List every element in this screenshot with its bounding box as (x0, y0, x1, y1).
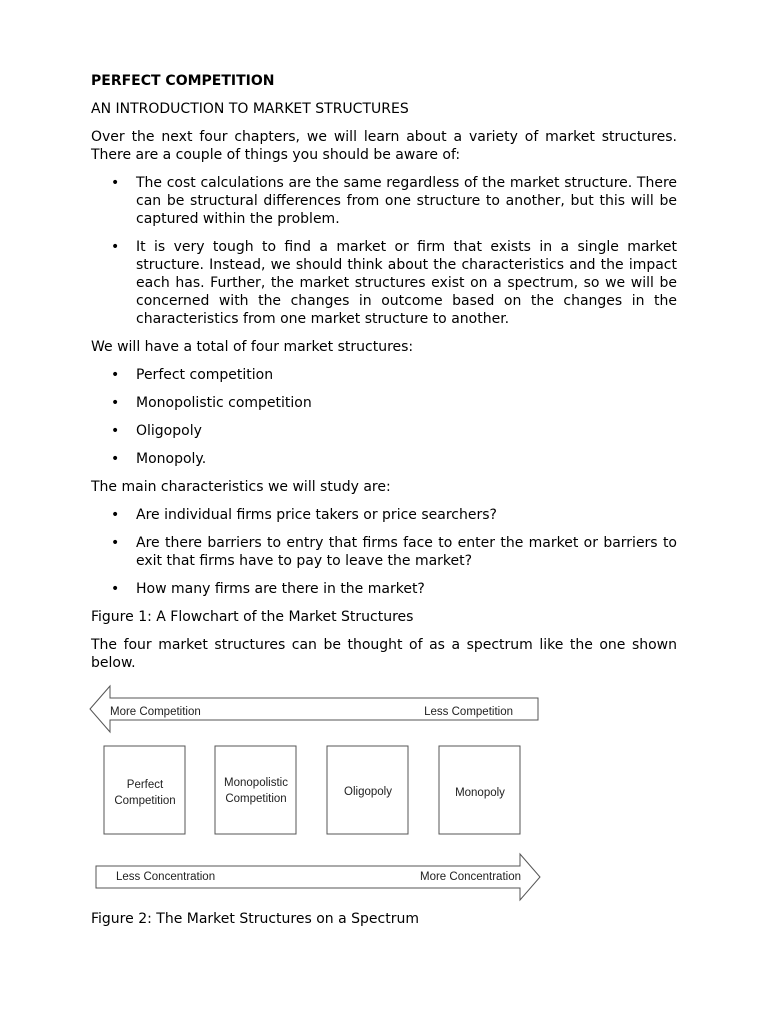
figure1-caption: Figure 1: A Flowchart of the Market Structures (91, 609, 414, 625)
box2-line1: Monopolistic (224, 777, 288, 789)
spectrum-intro: The four market structures can be thought of as a spectrum like the one shown below. (91, 637, 677, 671)
spectrum-diagram (88, 684, 548, 904)
section-heading: AN INTRODUCTION TO MARKET STRUCTURES (91, 101, 409, 117)
list-item: • Perfect competition (91, 366, 677, 384)
structures-intro: We will have a total of four market structures: (91, 339, 414, 355)
less-competition-label: Less Competition (424, 706, 513, 718)
box2-line2: Competition (225, 793, 287, 805)
characteristics-list (91, 506, 677, 598)
characteristics-intro: The main characteristics we will study are: (91, 479, 391, 495)
list-item: • Are individual firms price takers or price searchers? (91, 506, 677, 524)
box4-label: Monopoly (455, 787, 505, 799)
box3-label: Oligopoly (344, 786, 392, 798)
document-body (91, 72, 677, 682)
figure2-caption: Figure 2: The Market Structures on a Spectrum (91, 911, 419, 927)
list-item: • Monopoly. (91, 450, 677, 468)
list-item: • Are there barriers to entry that firms face to enter the market or barriers to exit that firms have to pay to leave the market? (91, 534, 677, 570)
less-concentration-label: Less Concentration (116, 871, 216, 883)
structures-list (91, 366, 677, 468)
list-item: • The cost calculations are the same regardless of the market structure. There can be structural differences from one structure to another, but this will be captured within the problem. (91, 174, 677, 228)
list-item: • It is very tough to find a market or firm that exists in a single market structure. Instead, we should think about the characteristics and the impact each has. Further, the market structures exist on a spectrum, so we will be concerned with the changes in outcome based on the changes in the characteristics from one market structure to another. (91, 238, 677, 328)
box-monopolistic-competition (215, 746, 296, 834)
more-competition-label: More Competition (110, 706, 201, 718)
more-concentration-label: More Concentration (420, 871, 521, 883)
awareness-list (91, 174, 677, 328)
list-item: • How many firms are there in the market? (91, 580, 677, 598)
box1-line1: Perfect (126, 779, 164, 791)
page-title: PERFECT COMPETITION (91, 73, 275, 89)
box1-line2: Competition (114, 795, 176, 807)
intro-paragraph: Over the next four chapters, we will learn about a variety of market structures. There are a couple of things you should be aware of: (91, 129, 677, 163)
list-item: • Monopolistic competition (91, 394, 677, 412)
list-item: • Oligopoly (91, 422, 677, 440)
